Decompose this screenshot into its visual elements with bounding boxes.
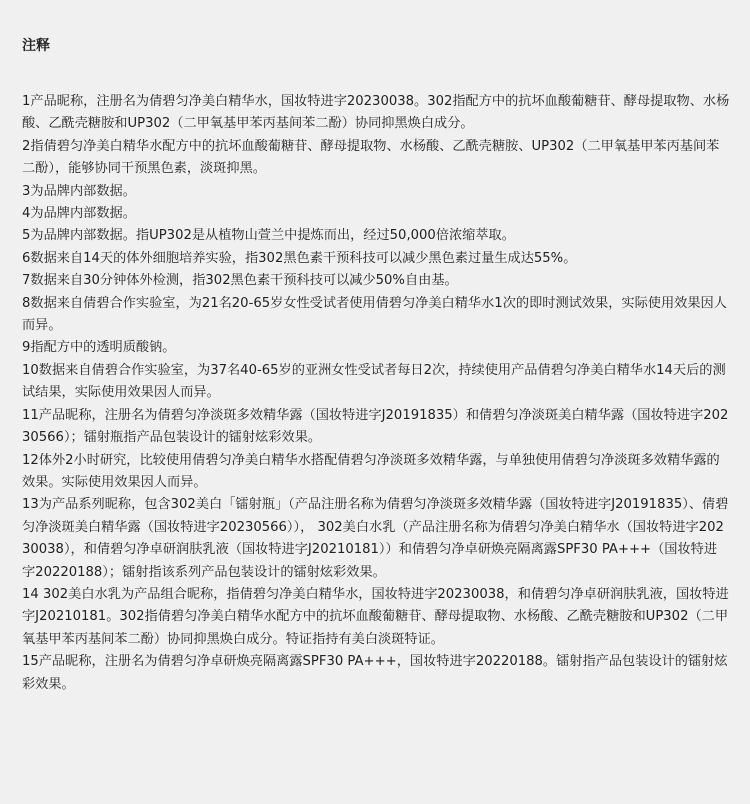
- note-5: 5为品牌内部数据。指UP302是从植物山萱兰中提炼而出，经过50,000倍浓缩萃取。: [22, 228, 515, 244]
- note-3: 3为品牌内部数据。: [22, 183, 136, 199]
- note-1: 1产品昵称，注册名为倩碧匀净美白精华水，国妆特进字20230038。302指配方中的抗坏血酸葡糖苷、酵母提取物、水杨酸、乙酰壳糖胺和UP302（二甲氧基甲苯丙基间苯二酚）协同抑黑焕白成分。: [22, 94, 730, 132]
- note-4: 4为品牌内部数据。: [22, 206, 136, 222]
- note-6: 6数据来自14天的体外细胞培养实验，指302黑色素干预科技可以减少黑色素过量生成达55%。: [22, 250, 577, 266]
- note-12: 12体外2小时研究，比较使用倩碧匀净美白精华水搭配倩碧匀净淡斑多效精华露，与单独使用倩碧匀净淡斑多效精华露的效果。实际使用效果因人而异。: [22, 452, 720, 490]
- note-14: 14 302美白水乳为产品组合昵称，指倩碧匀净美白精华水，国妆特进字20230038，和倩碧匀净卓研润肤乳液，国妆特进字J20210181。302指倩碧匀净美白精华水配方中的抗坏血酸葡糖苷、酵母提取物、水杨酸、乙酰壳糖胺和UP302（二甲氧基甲苯丙基间苯二酚）协同抑黑焕白成分。特证指持有美白淡斑特证。: [22, 586, 729, 647]
- note-8: 8数据来自倩碧合作实验室，为21名20-65岁女性受试者使用倩碧匀净美白精华水1次的即时测试效果，实际使用效果因人而异。: [22, 295, 727, 334]
- note-11: 11产品昵称，注册名为倩碧匀净淡斑多效精华露（国妆特进字J20191835）和倩碧匀净淡斑美白精华露（国妆特进字20230566）；镭射瓶指产品包装设计的镭射炫彩效果。: [22, 407, 729, 446]
- note-7: 7数据来自30分钟体外检测，指302黑色素干预科技可以减少50%自由基。: [22, 273, 458, 289]
- note-15: 15产品昵称，注册名为倩碧匀净卓研焕亮隔离露SPF30 PA+++，国妆特进字20220188。镭射指产品包装设计的镭射炫彩效果。: [22, 654, 728, 692]
- note-10: 10数据来自倩碧合作实验室，为37名40-65岁的亚洲女性受试者每日2次，持续使用产品倩碧匀净美白精华水14天后的测试结果，实际使用效果因人而异。: [22, 362, 726, 401]
- notes-list: [22, 91, 730, 696]
- page-title: 注释: [22, 38, 50, 54]
- note-13: 13为产品系列昵称，包含302美白「镭射瓶」（产品注册名称为倩碧匀净淡斑多效精华露（国妆特进字J20191835）、倩碧匀净淡斑美白精华露（国妆特进字20230566））， 302美白水乳（产品注册名称为倩碧匀净美白精华水（国妆特进字20230038），和倩碧匀净卓研润肤乳液（国妆特进字J20210181））和倩碧匀净卓研焕亮隔离露SPF30 PA+++（国妆特进字20220188）；镭射指该系列产品包装设计的镭射炫彩效果。: [22, 497, 729, 580]
- note-2: 2指倩碧匀净美白精华水配方中的抗坏血酸葡糖苷、酵母提取物、水杨酸、乙酰壳糖胺、UP302（二甲氧基甲苯丙基间苯二酚），能够协同干预黑色素，淡斑抑黑。: [22, 138, 720, 177]
- note-9: 9指配方中的透明质酸钠。: [22, 340, 176, 356]
